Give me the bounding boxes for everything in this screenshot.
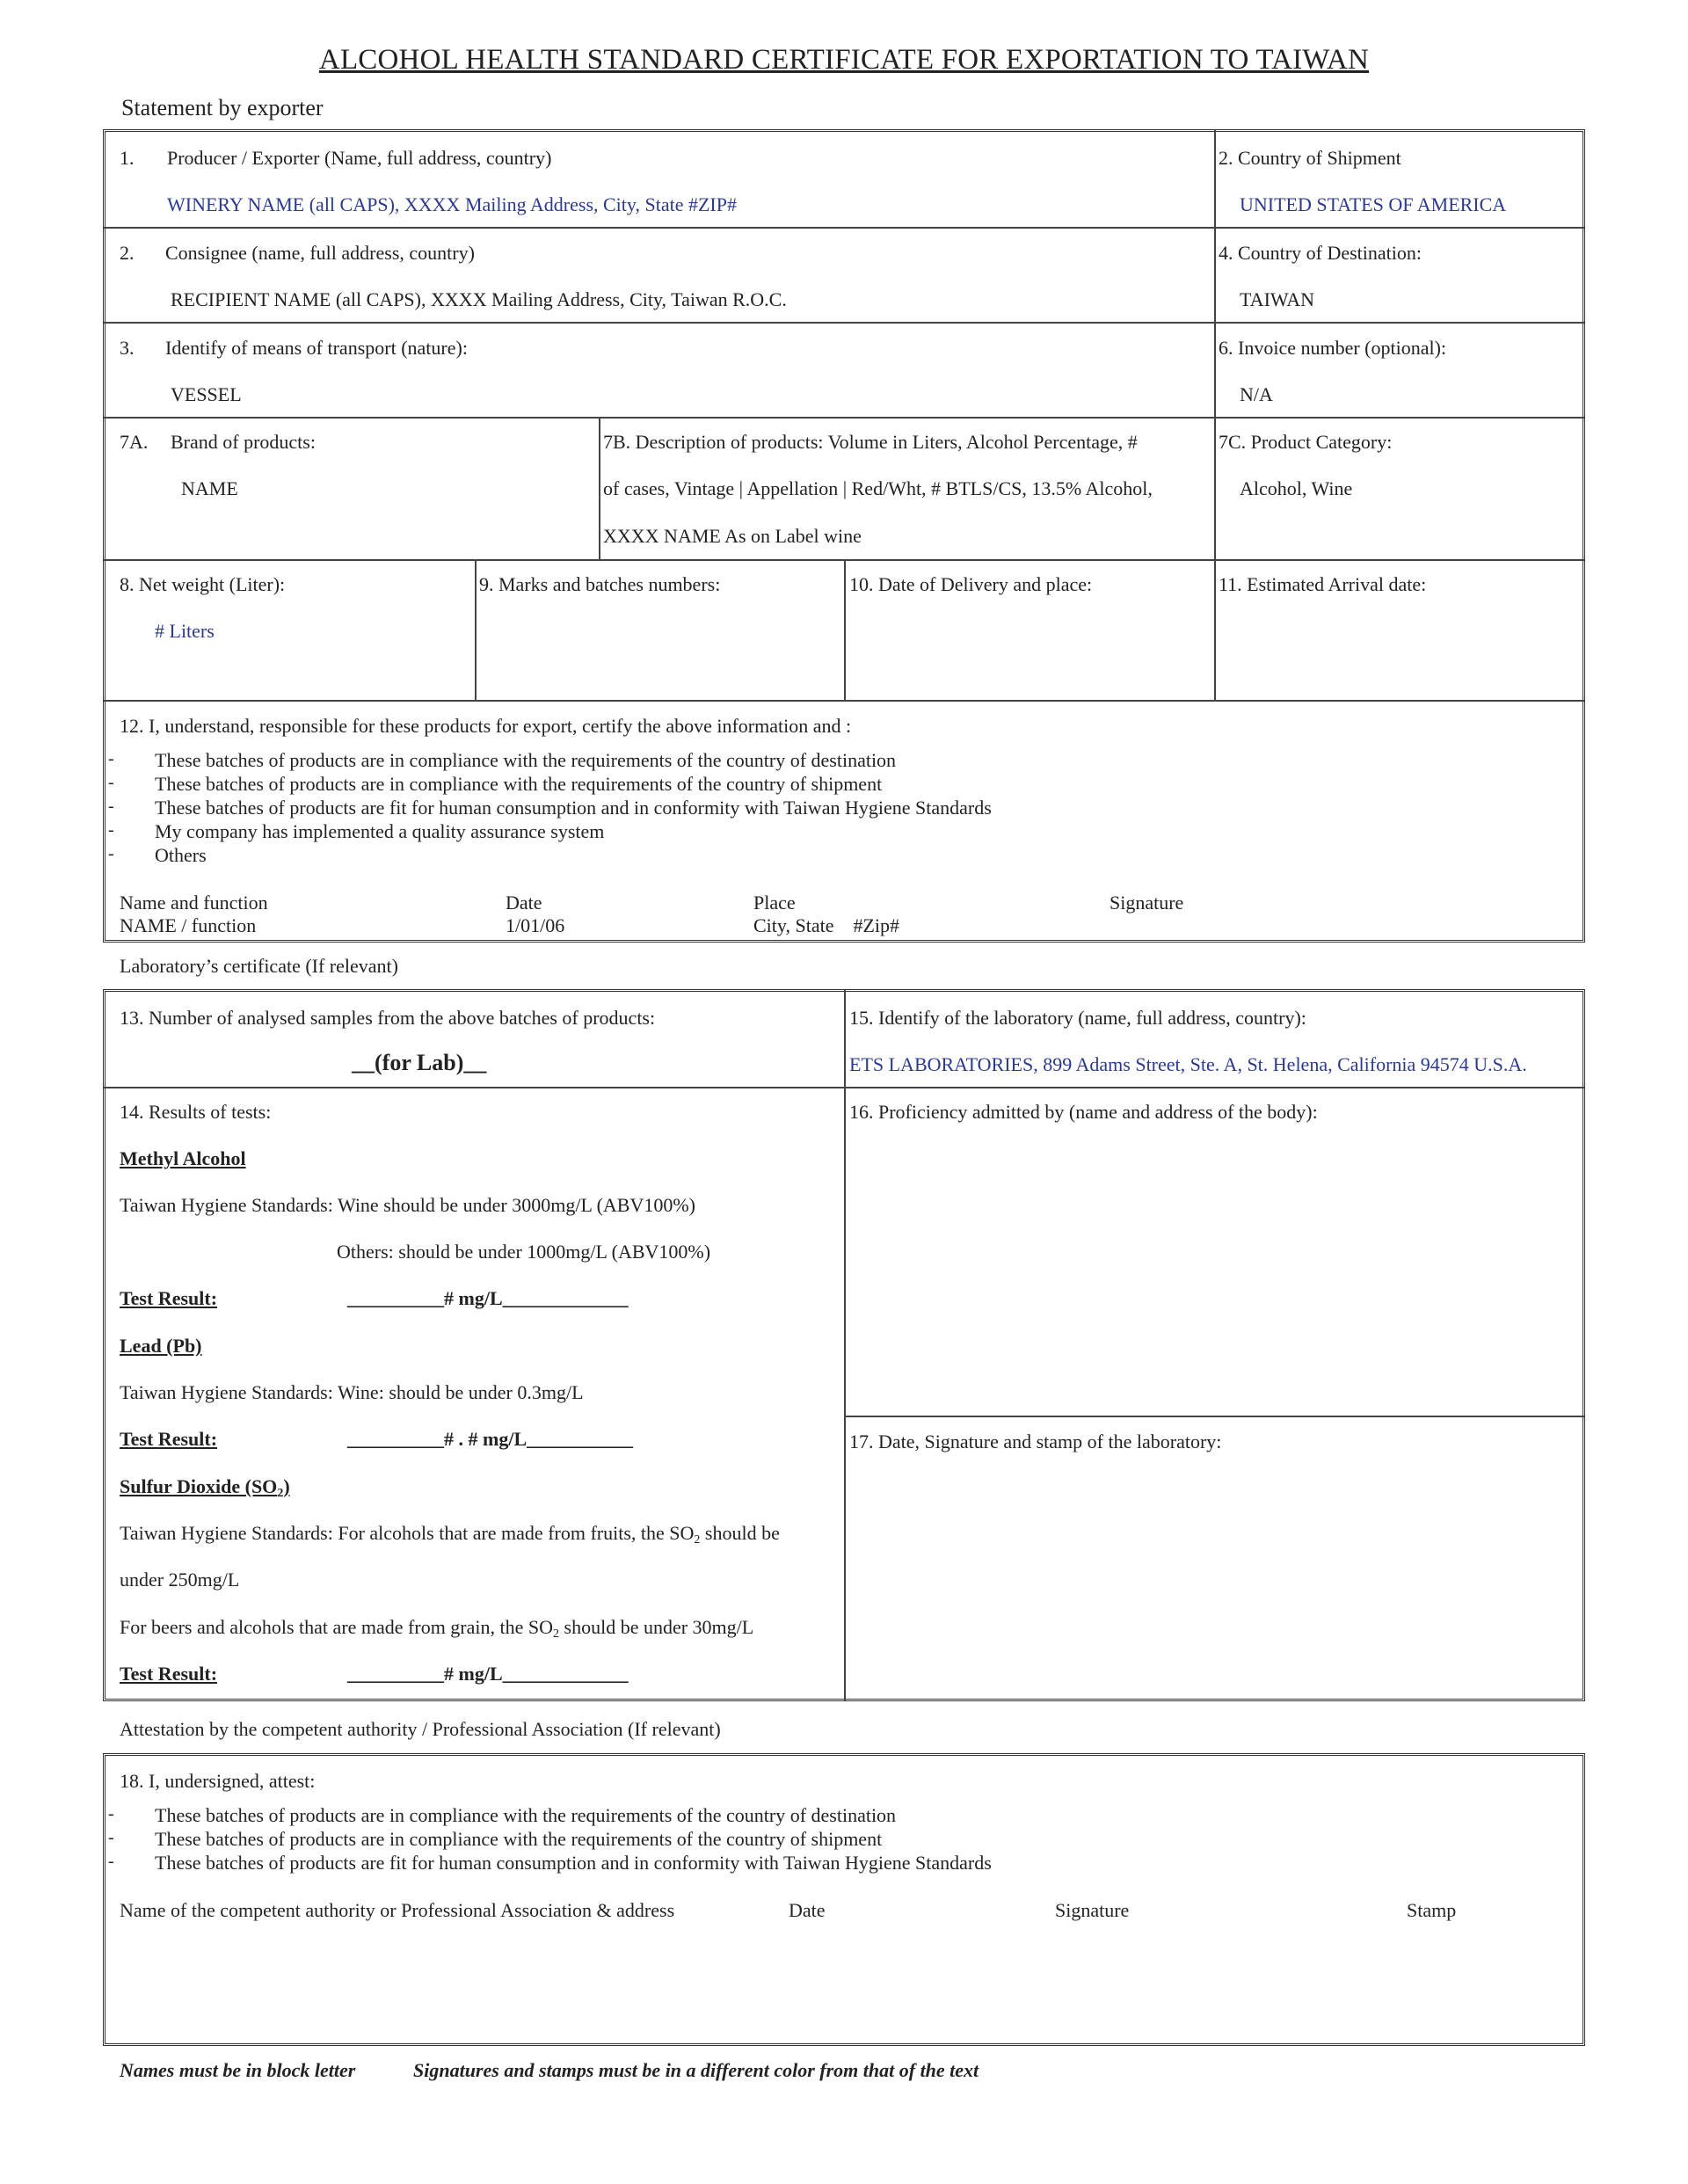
methyl-heading: Methyl Alcohol	[120, 1147, 246, 1169]
net-weight-value[interactable]: # Liters	[155, 620, 215, 642]
statement-label: Statement by exporter	[121, 95, 324, 120]
field-7b-line2[interactable]: of cases, Vintage | Appellation | Red/Wht, # BTLS/CS, 13.5% Alcohol,	[603, 477, 1153, 499]
consignee-label: Consignee (name, full address, country)	[165, 242, 475, 264]
col-signature: Signature	[1055, 1899, 1130, 1921]
field-7a-label: Brand of products:	[171, 431, 316, 453]
field-4-label: 4. Country of Destination:	[1219, 242, 1422, 264]
field-17-label: 17. Date, Signature and stamp of the laboratory:	[849, 1431, 1222, 1452]
list-item: These batches of products are in compliance with the requirements of the country of destination	[155, 749, 897, 771]
dash: -	[108, 1828, 114, 1847]
dash: -	[108, 797, 114, 816]
certificate-title: ALCOHOL HEALTH STANDARD CERTIFICATE FOR EXPORTATION TO TAIWAN	[318, 44, 1370, 76]
dash: -	[108, 820, 114, 840]
field-14-label: 14. Results of tests:	[120, 1101, 272, 1123]
brand-value[interactable]: NAME	[181, 477, 238, 499]
col-place: Place	[753, 892, 796, 914]
col-name-function: Name and function	[120, 892, 268, 914]
so2-result[interactable]: __________# mg/L_____________	[347, 1663, 629, 1685]
field-15-label: 15. Identify of the laboratory (name, full address, country):	[849, 1007, 1306, 1029]
lead-result[interactable]: __________# . # mg/L___________	[347, 1428, 634, 1450]
field-12-intro: 12. I, understand, responsible for these products for export, certify the above information and :	[120, 715, 852, 737]
test-result-label: Test Result:	[120, 1663, 218, 1685]
footer-note-signature-color: Signatures and stamps must be in a different color from that of the text	[413, 2059, 979, 2081]
list-item: These batches of products are fit for human consumption and in conformity with Taiwan Hygiene Standards	[155, 797, 992, 819]
dash: -	[108, 1852, 114, 1871]
consignee-value[interactable]: RECIPIENT NAME (all CAPS), XXXX Mailing Address, City, Taiwan R.O.C.	[171, 288, 787, 310]
field-1-number: 1.	[120, 147, 135, 169]
field-3-number: 3.	[120, 337, 135, 359]
methyl-standard-1: Taiwan Hygiene Standards: Wine should be under 3000mg/L (ABV100%)	[120, 1194, 696, 1216]
exporter-value[interactable]: WINERY NAME (all CAPS), XXXX Mailing Address, City, State #ZIP#	[167, 193, 737, 215]
list-item: Others	[155, 844, 207, 866]
dash: -	[108, 749, 114, 768]
so2-standard-3: For beers and alcohols that are made from grain, the $SO_2$ should be under 30mg/L	[120, 1616, 754, 1641]
footer-note-block-letter: Names must be in block letter	[120, 2059, 356, 2081]
invoice-value[interactable]: N/A	[1240, 383, 1273, 405]
field-7a-number: 7A.	[120, 431, 149, 453]
samples-value[interactable]: __(for Lab)__	[352, 1050, 487, 1075]
field-10-label: 10. Date of Delivery and place:	[849, 573, 1093, 595]
consignee-number: 2.	[120, 242, 135, 264]
date-value[interactable]: 1/01/06	[506, 914, 565, 936]
col-date: Date	[506, 892, 542, 914]
list-item: These batches of products are in compliance with the requirements of the country of shipment	[155, 1828, 883, 1850]
methyl-result[interactable]: __________# mg/L_____________	[347, 1287, 629, 1309]
country-of-shipment-value[interactable]: UNITED STATES OF AMERICA	[1240, 193, 1507, 215]
test-result-label: Test Result:	[120, 1287, 218, 1309]
dash: -	[108, 1804, 114, 1824]
field-7b-line1[interactable]: 7B. Description of products: Volume in Liters, Alcohol Percentage, #	[603, 431, 1138, 453]
so2-standard-2: under 250mg/L	[120, 1569, 240, 1591]
name-function-value[interactable]: NAME / function	[120, 914, 257, 936]
field-7c-label: 7C. Product Category:	[1219, 431, 1393, 453]
field-7b-line3[interactable]: XXXX NAME As on Label wine	[603, 525, 862, 547]
field-1-label: Producer / Exporter (Name, full address, country)	[167, 147, 552, 169]
list-item: My company has implemented a quality assurance system	[155, 820, 605, 842]
col-signature: Signature	[1110, 892, 1184, 914]
test-result-label: Test Result:	[120, 1428, 218, 1450]
field-2-label: 2. Country of Shipment	[1219, 147, 1401, 169]
dash: -	[108, 773, 114, 792]
field-13-label: 13. Number of analysed samples from the above batches of products:	[120, 1007, 656, 1029]
lead-standard: Taiwan Hygiene Standards: Wine: should be under 0.3mg/L	[120, 1381, 584, 1403]
so2-standard-1: Taiwan Hygiene Standards: For alcohols that are made from fruits, the $SO_2$ should be	[120, 1522, 780, 1547]
field-18-intro: 18. I, undersigned, attest:	[120, 1770, 316, 1792]
product-category-value[interactable]: Alcohol, Wine	[1240, 477, 1353, 499]
methyl-standard-2: Others: should be under 1000mg/L (ABV100%)	[337, 1241, 711, 1263]
lead-heading: Lead (Pb)	[120, 1335, 202, 1357]
field-3-label: Identify of means of transport (nature):	[165, 337, 468, 359]
attestation-label: Attestation by the competent authority / Professional Association (If relevant)	[120, 1718, 721, 1740]
laboratory-value[interactable]: ETS LABORATORIES, 899 Adams Street, Ste. A, St. Helena, California 94574 U.S.A.	[849, 1053, 1527, 1075]
place-value[interactable]: City, State #Zip#	[753, 914, 900, 936]
transport-value[interactable]: VESSEL	[171, 383, 242, 405]
field-9-label: 9. Marks and batches numbers:	[479, 573, 721, 595]
field-8-label: 8. Net weight (Liter):	[120, 573, 286, 595]
field-6-label: 6. Invoice number (optional):	[1219, 337, 1447, 359]
col-stamp: Stamp	[1407, 1899, 1457, 1921]
col-date: Date	[789, 1899, 826, 1921]
dash: -	[108, 844, 114, 863]
list-item: These batches of products are in compliance with the requirements of the country of destination	[155, 1804, 897, 1826]
list-item: These batches of products are in compliance with the requirements of the country of shipment	[155, 773, 883, 795]
list-item: These batches of products are fit for human consumption and in conformity with Taiwan Hygiene Standards	[155, 1852, 992, 1874]
so2-heading: Sulfur Dioxide $(SO_2)$	[120, 1475, 290, 1500]
col-authority: Name of the competent authority or Professional Association & address	[120, 1899, 675, 1921]
country-of-destination-value[interactable]: TAIWAN	[1240, 288, 1314, 310]
laboratory-certificate-label: Laboratory’s certificate (If relevant)	[120, 955, 398, 977]
field-11-label: 11. Estimated Arrival date:	[1219, 573, 1427, 595]
field-16-label: 16. Proficiency admitted by (name and address of the body):	[849, 1101, 1318, 1123]
